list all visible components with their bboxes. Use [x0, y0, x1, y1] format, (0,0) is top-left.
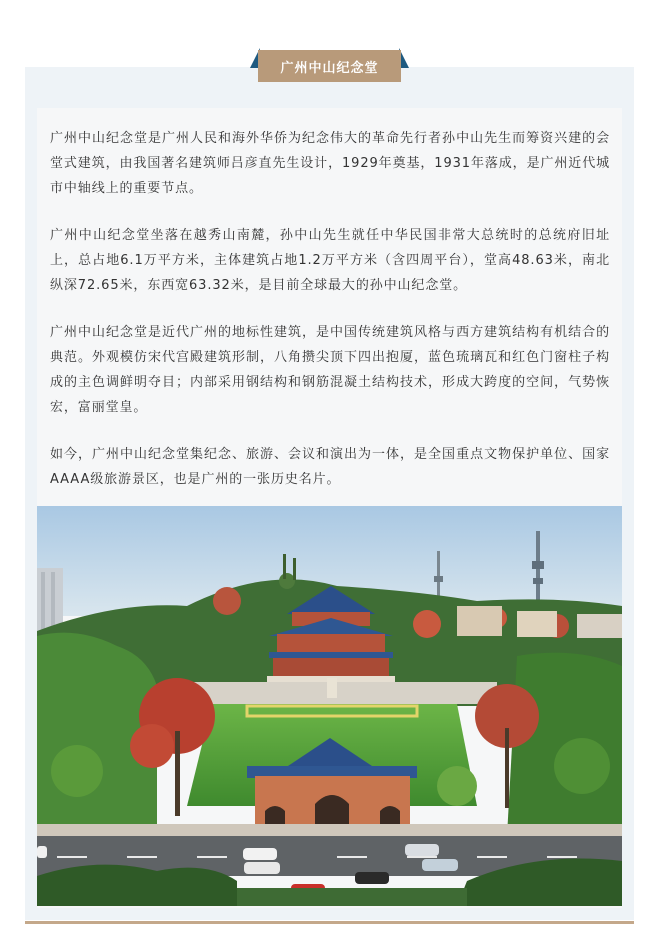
paragraph-architecture: 广州中山纪念堂是近代广州的地标性建筑，是中国传统建筑风格与西方建筑结构有机结合的典范。外观模仿宋代宫殿建筑形制，八角攒尖顶下四出抱厦，蓝色琉璃瓦和红色门窗柱子构成的主色调鲜明夺目；内部采用钢结构和钢筋混凝土结构技术，形成大跨度的空间，气势恢宏，富丽堂皇。 [50, 325, 610, 415]
section-title: 广州中山纪念堂 [258, 50, 401, 82]
memorial-hall-photo [37, 506, 622, 906]
paragraph-today: 如今，广州中山纪念堂集纪念、旅游、会议和演出为一体，是全国重点文物保护单位、国家AAAA级旅游景区，也是广州的一张历史名片。 [50, 447, 610, 487]
section-title-banner [250, 48, 409, 82]
bottom-divider [25, 921, 634, 924]
article-body [50, 126, 610, 514]
paragraph-intro: 广州中山纪念堂是广州人民和海外华侨为纪念伟大的革命先行者孙中山先生而筹资兴建的会堂式建筑，由我国著名建筑师吕彦直先生设计，1929年奠基，1931年落成，是广州近代城市中轴线上的重要节点。 [50, 131, 610, 196]
paragraph-location: 广州中山纪念堂坐落在越秀山南麓，孙中山先生就任中华民国非常大总统时的总统府旧址上，总占地6.1万平方米，主体建筑占地1.2万平方米（含四周平台），堂高48.63米，南北纵深72.65米，东西宽63.32米，是目前全球最大的孙中山纪念堂。 [50, 228, 610, 293]
sidewalk [37, 824, 622, 836]
monument [327, 678, 337, 698]
